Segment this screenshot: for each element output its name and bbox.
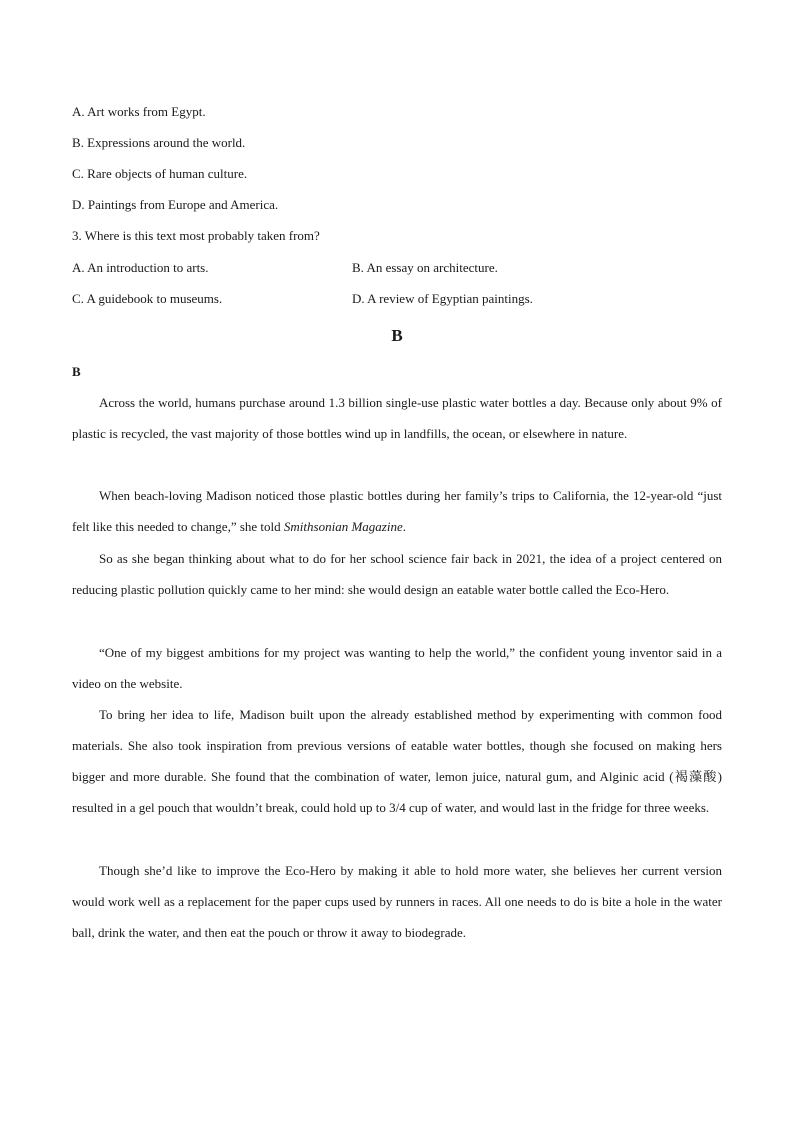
paragraph-2-end: . [402, 519, 406, 534]
paragraph-6 [72, 855, 722, 948]
paragraph-2-text: When beach-loving Madison noticed those plastic bottles during her family’s trips to California, the 12-year-old “just felt like this needed to change,” she told [72, 488, 722, 534]
paragraph-1 [72, 387, 722, 449]
option-d-prev: D. Paintings from Europe and America. [72, 197, 279, 212]
magazine-name: Smithsonian Magazine [283, 519, 403, 534]
section-label: B [72, 364, 81, 379]
q3-option-b: B. An essay on architecture. [352, 260, 498, 275]
q3-option-a: A. An introduction to arts. [72, 260, 209, 275]
option-c-prev: C. Rare objects of human culture. [72, 166, 248, 181]
section-heading: B [391, 326, 403, 345]
paragraph-3 [72, 543, 722, 605]
option-a-prev: A. Art works from Egypt. [72, 104, 206, 119]
question-3-stem: 3. Where is this text most probably taken from? [72, 228, 320, 243]
paragraph-1-text: Across the world, humans purchase around 1.3 billion single-use plastic water bottles a day. Because only about 9% of plastic is recycled, the vast majority of those bottles wind up in landfills, the ocean, or elsewhere in nature. [72, 395, 722, 441]
paragraph-5 [72, 699, 722, 823]
paragraph-5-text: To bring her idea to life, Madison built upon the already established method by experimenting with common food materials. She also took inspiration from previous versions of eatable water bottles, though she focused on making hers bigger and more durable. She found that the combination of water, lemon juice, natural gum, and Alginic acid (褐藻酸) resulted in a gel pouch that wouldn’t break, could hold up to 3/4 cup of water, and would last in the fridge for three weeks. [72, 707, 722, 815]
paragraph-4-text: “One of my biggest ambitions for my project was wanting to help the world,” the confident young inventor said in a video on the website. [72, 645, 722, 691]
paragraph-2 [72, 480, 722, 542]
paragraph-4 [72, 637, 722, 699]
paragraph-6-text: Though she’d like to improve the Eco-Hero by making it able to hold more water, she believes her current version would work well as a replacement for the paper cups used by runners in races. All one needs to do is bite a hole in the water ball, drink the water, and then eat the pouch or throw it away to biodegrade. [72, 863, 722, 940]
paragraph-3-text: So as she began thinking about what to do for her school science fair back in 2021, the idea of a project centered on reducing plastic pollution quickly came to her mind: she would design an eatable water bottle called the Eco-Hero. [72, 551, 722, 597]
q3-option-d: D. A review of Egyptian paintings. [352, 291, 533, 306]
q3-option-c: C. A guidebook to museums. [72, 291, 223, 306]
option-b-prev: B. Expressions around the world. [72, 135, 246, 150]
